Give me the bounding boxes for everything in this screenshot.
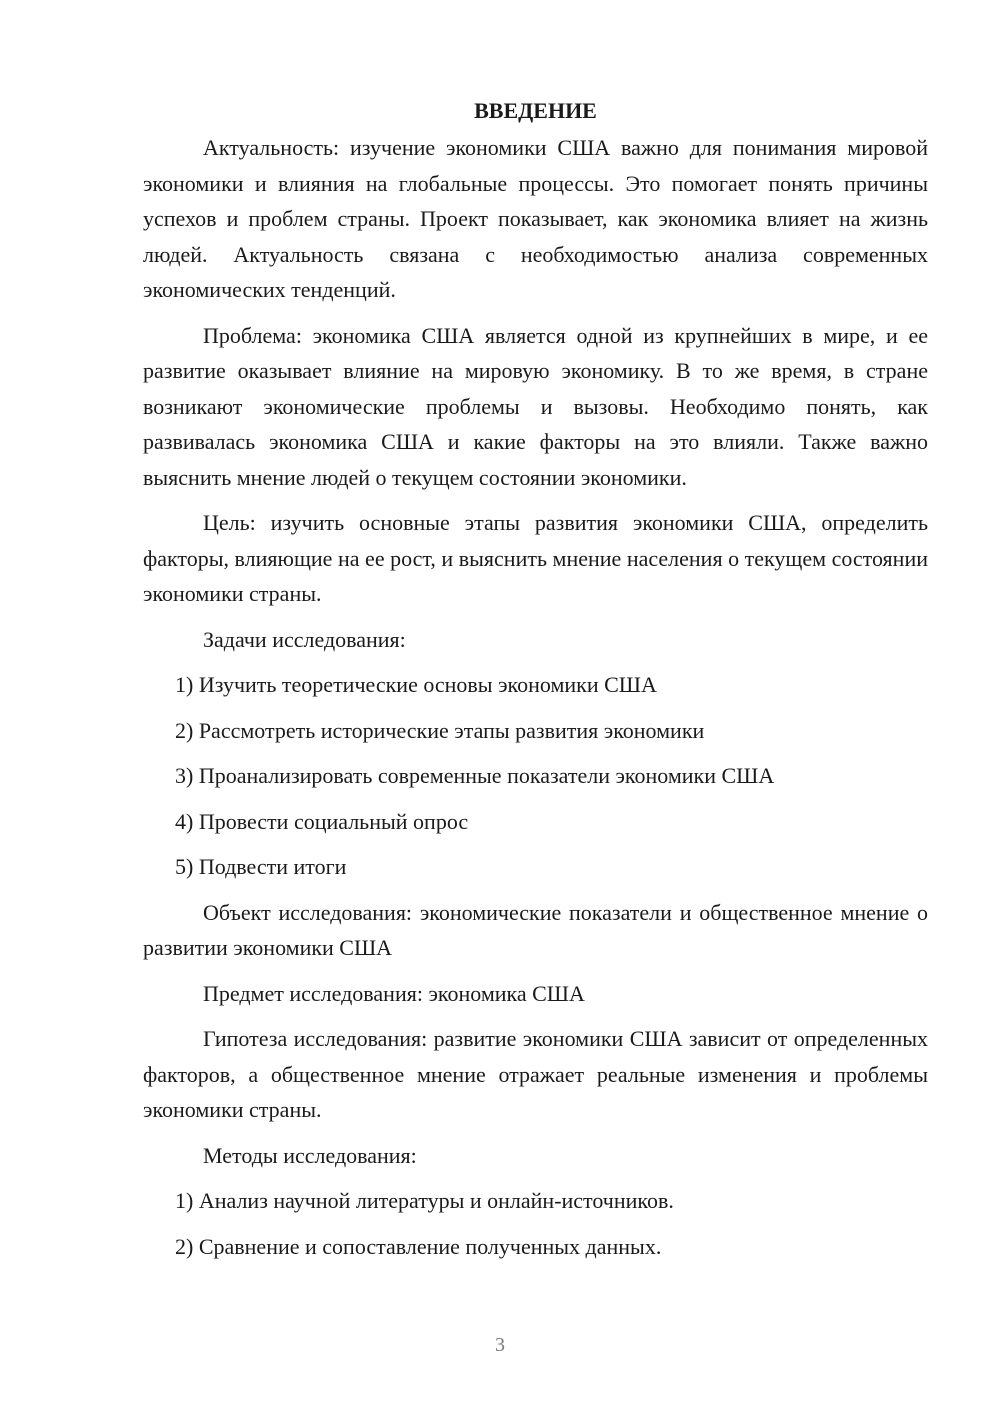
- task-item: 1) Изучить теоретические основы экономики США: [175, 672, 657, 697]
- task-item: 4) Провести социальный опрос: [175, 808, 469, 834]
- task-item: 2) Рассмотреть исторические этапы развития экономики: [175, 717, 705, 743]
- tasks-heading: Задачи исследования:: [203, 626, 406, 652]
- hypothesis-paragraph: Гипотеза исследования: развитие экономики США зависит от определенных факторов, а общественное мнение отражает реальные изменения и проблемы экономики страны.: [143, 1026, 928, 1122]
- section-title: ВВЕДЕНИЕ: [474, 98, 597, 123]
- problem-paragraph: Проблема: экономика США является одной из крупнейших в мире, и ее развитие оказывает влияние на мировую экономику. В то же время, в стране возникают экономические проблемы и вызовы. Необходимо понять, как развивалась экономика США и какие факторы на это влияли. Также важно выяснить мнение людей о текущем состоянии экономики.: [143, 322, 928, 490]
- task-item: 5) Подвести итоги: [175, 854, 347, 879]
- object-paragraph: Объект исследования: экономические показатели и общественное мнение о развитии экономики США: [143, 899, 928, 960]
- subject-paragraph: Предмет исследования: экономика США: [203, 980, 585, 1006]
- document-page: [143, 96, 928, 1274]
- method-item: 2) Сравнение и сопоставление полученных данных.: [175, 1233, 662, 1259]
- relevance-paragraph: Актуальность: изучение экономики США важно для понимания мировой экономики и влияния на глобальные процессы. Это помогает понять причины успехов и проблем страны. Проект показывает, как экономика влияет на жизнь людей. Актуальность связана с необходимостью анализа современных экономических тенденций.: [143, 135, 928, 302]
- goal-paragraph: Цель: изучить основные этапы развития экономики США, определить факторы, влияющие на ее рост, и выяснить мнение населения о текущем состоянии экономики страны.: [143, 510, 928, 606]
- method-item: 1) Анализ научной литературы и онлайн-источников.: [175, 1188, 674, 1213]
- methods-heading: Методы исследования:: [203, 1142, 417, 1168]
- task-item: 3) Проанализировать современные показатели экономики США: [175, 763, 775, 788]
- page-number: 3: [495, 1334, 505, 1356]
